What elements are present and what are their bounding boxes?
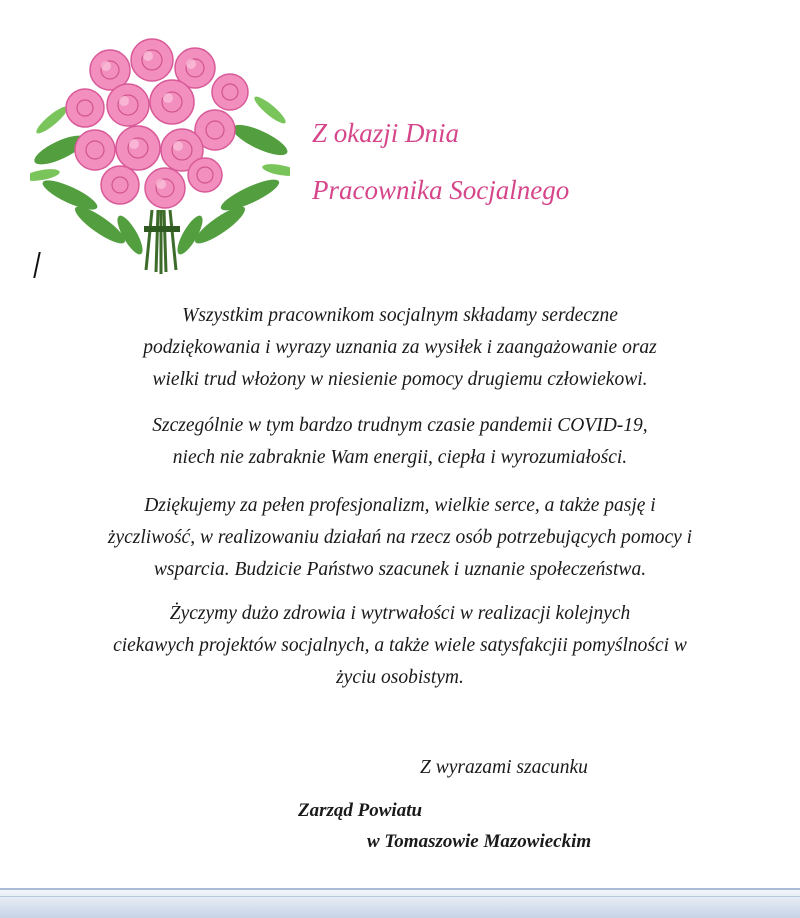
paragraph-pandemic	[20, 410, 780, 474]
paragraph-gratitude	[20, 490, 780, 586]
heading-line-1: Z okazji Dnia	[312, 118, 460, 148]
paragraph-line: Wszystkim pracownikom socjalnym składamy serdeczne	[182, 305, 618, 326]
paragraph-line: Dziękujemy za pełen profesjonalizm, wielkie serce, a także pasję i	[144, 495, 656, 516]
paragraph-line: Szczególnie w tym bardzo trudnym czasie pandemii COVID-19,	[152, 415, 648, 436]
paragraph-wishes	[20, 598, 780, 694]
closing-phrase: Z wyrazami szacunku	[420, 757, 588, 778]
signature-line-2: w Tomaszowie Mazowieckim	[367, 831, 592, 852]
paragraph-thanks	[20, 300, 780, 396]
signature-line-1: Zarząd Powiatu	[298, 800, 423, 821]
paragraph-line: wsparcia. Budzicie Państwo szacunek i uznanie społeczeństwa.	[153, 559, 647, 580]
window-bottom-bar	[0, 888, 800, 918]
paragraph-line: niech nie zabraknie Wam energii, ciepła i wyrozumiałości.	[172, 447, 628, 468]
paragraph-line: życiu osobistym.	[336, 667, 464, 688]
paragraph-line: Życzymy dużo zdrowia i wytrwałości w realizacji kolejnych	[169, 603, 631, 624]
paragraph-line: ciekawych projektów socjalnych, a także wiele satysfakcjii pomyślności w	[113, 635, 687, 656]
heading-line-2: Pracownika Socjalnego	[312, 175, 570, 205]
paragraph-line: wielki trud włożony w niesienie pomocy drugiemu człowiekowi.	[152, 369, 648, 390]
paragraph-line: podziękowania i wyrazy uznania za wysiłek i zaangażowanie oraz	[143, 337, 657, 358]
pink-rose-bouquet-icon	[30, 30, 290, 280]
paragraph-line: życzliwość, w realizowaniu działań na rzecz osób potrzebujących pomocy i	[107, 527, 693, 548]
